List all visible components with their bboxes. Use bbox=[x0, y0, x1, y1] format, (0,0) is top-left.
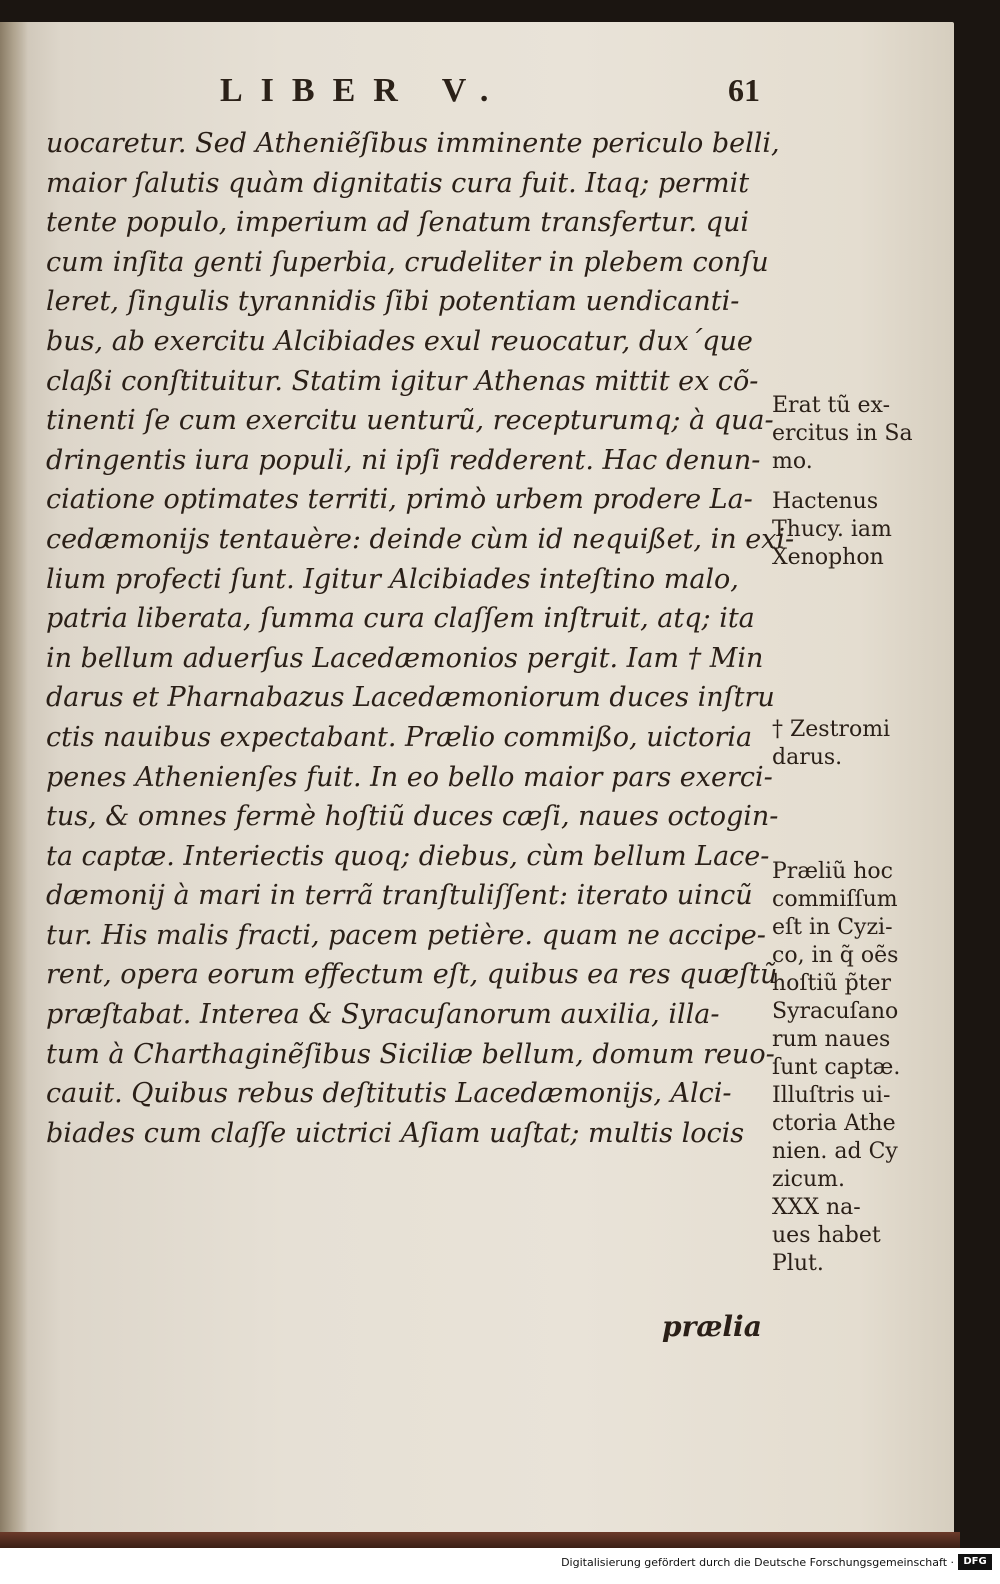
running-head: LIBER V. bbox=[220, 72, 507, 109]
margin-note-line: ſunt captæ. bbox=[772, 1055, 901, 1080]
text-line: bus, ab exercitu Alcibiades exul reuocatur, dux´que bbox=[46, 325, 753, 357]
text-line: cum inſita genti ſuperbia, crudeliter in plebem conſu bbox=[46, 246, 769, 278]
margin-note-line: co, in q̃ oẽs bbox=[772, 943, 899, 968]
text-line: dringentis iura populi, ni ipſi redderent. Hac denun- bbox=[46, 444, 761, 476]
margin-note-line: Plut. bbox=[772, 1251, 824, 1276]
margin-note-line: XXX na- bbox=[772, 1195, 861, 1220]
text-line: uocaretur. Sed Atheniẽſibus imminente periculo belli, bbox=[46, 128, 780, 159]
book-gutter bbox=[0, 22, 28, 1534]
margin-note-line: Xenophon bbox=[772, 545, 884, 570]
text-line: biades cum claſſe uictrici Aſiam uaſtat; multis locis bbox=[46, 1117, 745, 1149]
margin-note-cyzicus bbox=[772, 858, 942, 1278]
text-line: penes Athenienſes fuit. In eo bello maior pars exerci- bbox=[46, 761, 773, 793]
text-line: ciatione optimates territi, primò urbem prodere La- bbox=[46, 484, 753, 516]
text-line: cedæmonijs tentauère: deinde cùm id nequißet, in exi- bbox=[46, 523, 795, 555]
text-line: maior ſalutis quàm dignitatis cura fuit. Itaq; permit bbox=[46, 167, 750, 199]
margin-note-line: commiſſum bbox=[772, 887, 898, 912]
text-line: tente populo, imperium ad ſenatum transfertur. qui bbox=[46, 207, 749, 239]
text-line: lium profecti ſunt. Igitur Alcibiades inteſtino malo, bbox=[46, 563, 739, 595]
margin-note-line: Præliũ hoc bbox=[772, 859, 893, 884]
margin-note-line: ctoria Athe bbox=[772, 1111, 896, 1136]
text-line: patria liberata, ſumma cura claſſem inſtruit, atq; ita bbox=[46, 603, 755, 635]
margin-note-line: rum naues bbox=[772, 1027, 891, 1052]
margin-note-thucydides bbox=[772, 488, 942, 572]
margin-note-line: Syracuſano bbox=[772, 999, 899, 1024]
text-line: in bellum aduerſus Lacedæmonios pergit. Iam † Min bbox=[46, 642, 764, 674]
text-line: tinenti ſe cum exercitu uenturũ, recepturumq; à qua- bbox=[46, 405, 774, 437]
margin-note-line: † Zestromi bbox=[772, 717, 891, 742]
text-line: tus, & omnes fermè hoſtiũ duces cæſi, naues octogin- bbox=[46, 801, 779, 833]
catchword: prælia bbox=[662, 1310, 762, 1343]
funding-credit: Digitalisierung gefördert durch die Deutsche Forschungsgemeinschaft · bbox=[561, 1556, 954, 1569]
text-line: tum à Charthaginẽſibus Siciliæ bellum, domum reuo- bbox=[46, 1038, 775, 1070]
text-line: leret, ſingulis tyrannidis ſibi potentiam uendicanti- bbox=[46, 286, 740, 318]
margin-note-line: Erat tũ ex- bbox=[772, 393, 891, 418]
margin-note-line: Thucy. iam bbox=[772, 517, 892, 542]
text-line: cauit. Quibus rebus deſtitutis Lacedæmonijs, Alci- bbox=[46, 1078, 732, 1110]
margin-note-line: Hactenus bbox=[772, 489, 879, 514]
margin-note-line: Illuſtris ui- bbox=[772, 1083, 891, 1108]
text-line: tur. His malis fracti, pacem petière. quam ne accipe- bbox=[46, 919, 766, 951]
text-line: claßi conſtituitur. Statim igitur Athenas mittit ex cõ- bbox=[46, 365, 759, 397]
text-line: darus et Pharnabazus Lacedæmoniorum duces inſtru bbox=[46, 682, 775, 714]
margin-note-line: nien. ad Cy bbox=[772, 1139, 898, 1164]
margin-note-line: mo. bbox=[772, 449, 813, 474]
margin-note-samos bbox=[772, 392, 942, 476]
margin-note-line: ues habet bbox=[772, 1223, 881, 1248]
margin-note-line: darus. bbox=[772, 745, 843, 770]
margin-note-line: zicum. bbox=[772, 1167, 845, 1192]
margin-note-line: ercitus in Sa bbox=[772, 421, 913, 446]
text-line: ctis nauibus expectabant. Prælio commißo, uictoria bbox=[46, 721, 753, 753]
text-line: ta captæ. Interiectis quoq; diebus, cùm bellum Lace- bbox=[46, 840, 770, 872]
margin-note-line: hoſtiũ p̃ter bbox=[772, 971, 892, 996]
margin-note-line: eſt in Cyzi- bbox=[772, 915, 893, 940]
text-line: rent, opera eorum effectum eſt, quibus ea res quæſtũ bbox=[46, 959, 778, 991]
dfg-logo: DFG bbox=[958, 1554, 992, 1570]
text-line: dæmonij à mari in terrã tranſtuliſſent: iterato uincũ bbox=[46, 880, 753, 912]
page-header bbox=[220, 72, 780, 118]
main-text-block bbox=[46, 124, 795, 1153]
text-line: præſtabat. Interea & Syracuſanorum auxilia, illa- bbox=[46, 999, 720, 1031]
folio-number: 61 bbox=[728, 72, 760, 108]
book-edge bbox=[0, 1532, 960, 1548]
margin-note-zestromidarus bbox=[772, 716, 942, 772]
